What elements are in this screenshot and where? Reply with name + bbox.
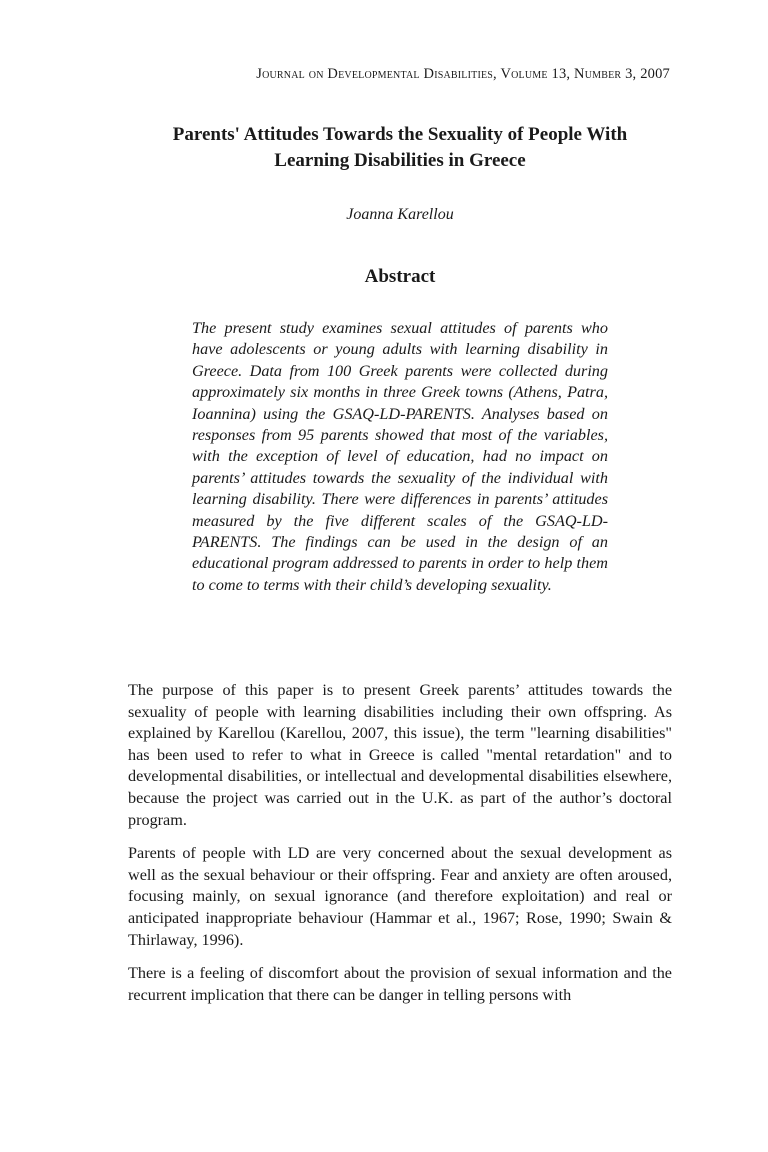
article-title <box>110 122 690 174</box>
body-paragraph-2: Parents of people with LD are very concerned about the sexual development as well as the sexual behaviour or their offspring. Fear and anxiety are often aroused, focusing mainly, on sexual ignorance (and therefore exploitation) and real or anticipated inappropriate behaviour (Hammar et al., 1967; Rose, 1990; Swain & Thirlaway, 1996). <box>128 844 672 949</box>
running-header: Journal on Developmental Disabilities, Volume 13, Number 3, 2007 <box>256 66 670 82</box>
article-title-line-1: Parents' Attitudes Towards the Sexuality of People With <box>172 124 628 145</box>
body-text <box>128 680 672 1018</box>
author-name: Joanna Karellou <box>346 206 454 223</box>
body-paragraph-1: The purpose of this paper is to present Greek parents’ attitudes towards the sexuality of people with learning disabilities including their own offspring. As explained by Karellou (Karellou, 2007, this issue), the term "learning disabilities" has been used to refer to what in Greece is called "mental retardation" and to developmental disabilities, or intellectual and developmental disabilities elsewhere, because the project was carried out in the U.K. as part of the author’s doctoral program. <box>128 681 672 829</box>
body-paragraph-3: There is a feeling of discomfort about the provision of sexual information and the recurrent implication that there can be danger in telling persons with <box>128 964 672 1004</box>
abstract-text: The present study examines sexual attitudes of parents who have adolescents or young adults with learning disability in Greece. Data from 100 Greek parents were collected during approximately six months in three Greek towns (Athens, Patra, Ioannina) using the GSAQ-LD-PARENTS. Analyses based on responses from 95 parents showed that most of the variables, with the exception of level of education, had no impact on parents’ attitudes towards the sexuality of the individual with learning disability. There were differences in parents’ attitudes measured by the five different scales of the GSAQ-LD-PARENTS. The findings can be used in the design of an educational program addressed to parents in order to help them to come to terms with their child’s developing sexuality. <box>192 319 608 594</box>
abstract-heading: Abstract <box>364 266 436 287</box>
article-title-line-2: Learning Disabilities in Greece <box>274 150 526 171</box>
